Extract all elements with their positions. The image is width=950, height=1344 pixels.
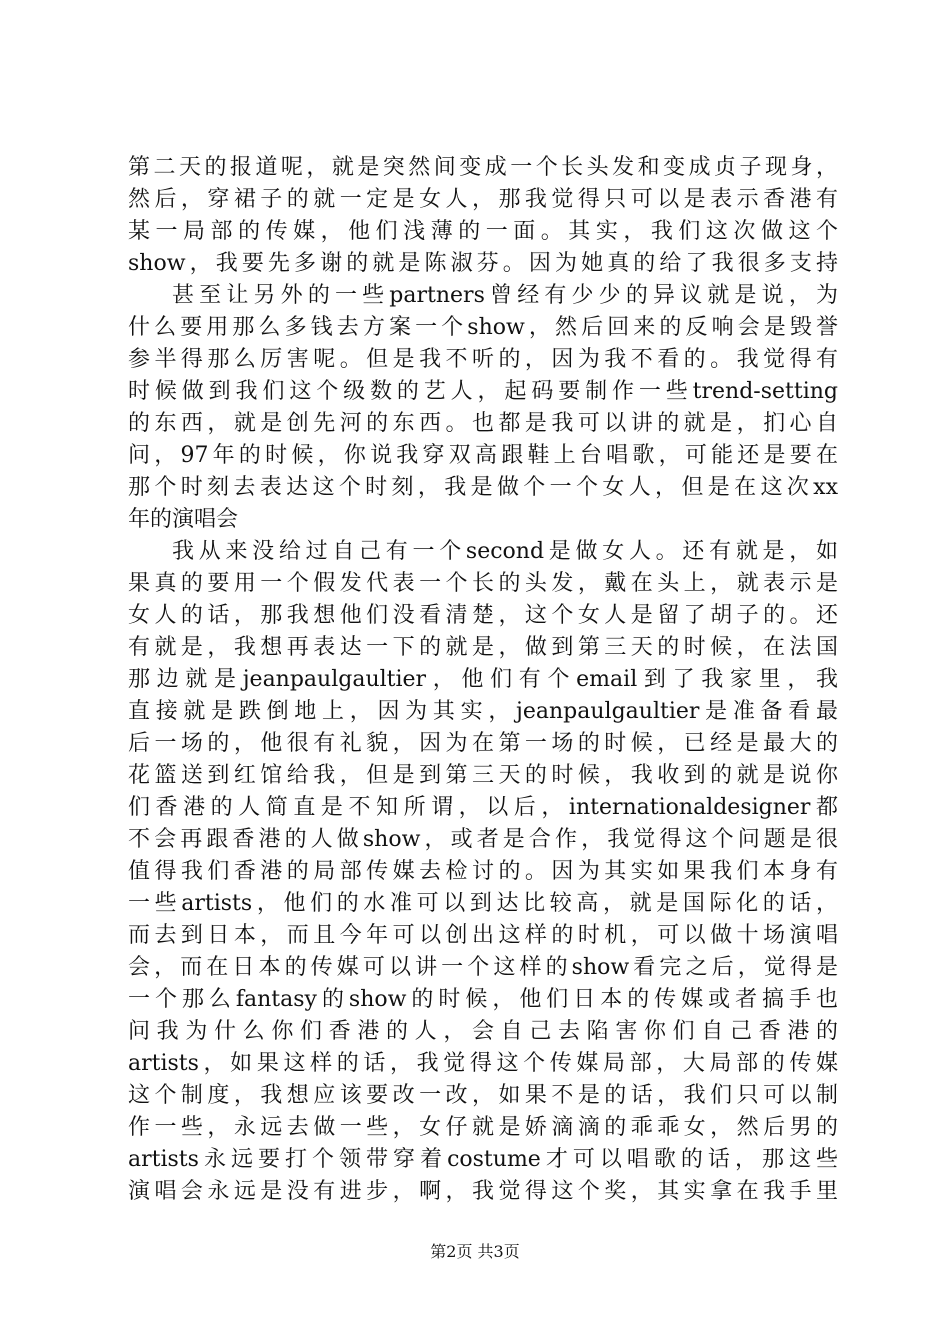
text-line: artists永远要打个领带穿着costume才可以唱歌的话，那这些 <box>128 1147 838 1172</box>
text-line: 果真的要用一个假发代表一个长的头发，戴在头上，就表示是 <box>128 571 838 596</box>
text-line: 什么要用那么多钱去方案一个show，然后回来的反响会是毁誉 <box>128 315 838 340</box>
text-line: 一个那么fantasy的show的时候，他们日本的传媒或者搞手也 <box>128 987 838 1012</box>
document-body <box>128 152 838 1208</box>
text-line: 一些artists，他们的水准可以到达比较高，就是国际化的话， <box>128 891 838 916</box>
text-line: 不会再跟香港的人做show，或者是合作，我觉得这个问题是很 <box>128 827 838 852</box>
text-line: 的东西，就是创先河的东西。也都是我可以讲的就是，扪心自 <box>128 411 838 436</box>
paragraph-1 <box>128 152 838 280</box>
text-line: 花篮送到红馆给我，但是到第三天的时候，我收到的就是说你 <box>128 763 838 788</box>
text-line: 参半得那么厉害呢。但是我不听的，因为我不看的。我觉得有 <box>128 347 838 372</box>
paragraph-3 <box>128 536 838 1208</box>
text-line: 那边就是jeanpaulgaultier，他们有个email到了我家里，我 <box>128 667 838 692</box>
text-line: 年的演唱会 <box>128 507 239 532</box>
text-line: 们香港的人简直是不知所谓，以后，internationaldesigner都 <box>128 795 838 820</box>
text-line: 我从来没给过自己有一个second是做女人。还有就是，如 <box>172 539 838 564</box>
paragraph-2 <box>128 280 838 536</box>
text-line: 直接就是跌倒地上，因为其实，jeanpaulgaultier是准备看最 <box>128 699 838 724</box>
text-line: 问，97年的时候，你说我穿双高跟鞋上台唱歌，可能还是要在 <box>128 443 838 468</box>
text-line: 作一些，永远去做一些，女仔就是娇滴滴的乖乖女，然后男的 <box>128 1115 838 1140</box>
text-line: 而去到日本，而且今年可以创出这样的时机，可以做十场演唱 <box>128 923 838 948</box>
page-number-footer: 第2页 共3页 <box>430 1242 520 1261</box>
text-line: 有就是，我想再表达一下的就是，做到第三天的时候，在法国 <box>128 635 838 660</box>
text-line: 后一场的，他很有礼貌，因为在第一场的时候，已经是最大的 <box>128 731 838 756</box>
text-line: artists，如果这样的话，我觉得这个传媒局部，大局部的传媒 <box>128 1051 838 1076</box>
text-line: 甚至让另外的一些partners曾经有少少的异议就是说，为 <box>172 283 838 308</box>
text-line: 时候做到我们这个级数的艺人，起码要制作一些trend-setting <box>128 379 838 404</box>
text-line: 某一局部的传媒，他们浅薄的一面。其实，我们这次做这个 <box>128 219 838 244</box>
text-line: 女人的话，那我想他们没看清楚，这个女人是留了胡子的。还 <box>128 603 838 628</box>
text-line: 问我为什么你们香港的人，会自己去陷害你们自己香港的 <box>128 1019 838 1044</box>
text-line: 那个时刻去表达这个时刻，我是做个一个女人，但是在这次xx <box>128 475 838 500</box>
text-line: 值得我们香港的局部传媒去检讨的。因为其实如果我们本身有 <box>128 859 838 884</box>
text-line: 演唱会永远是没有进步，啊，我觉得这个奖，其实拿在我手里 <box>128 1179 838 1204</box>
text-line: 第二天的报道呢，就是突然间变成一个长头发和变成贞子现身， <box>128 155 838 180</box>
text-line: show，我要先多谢的就是陈淑芬。因为她真的给了我很多支持 <box>128 251 838 276</box>
text-line: 这个制度，我想应该要改一改，如果不是的话，我们只可以制 <box>128 1083 838 1108</box>
text-line: 然后，穿裙子的就一定是女人，那我觉得只可以是表示香港有 <box>128 187 838 212</box>
text-line: 会，而在日本的传媒可以讲一个这样的show看完之后，觉得是 <box>128 955 838 980</box>
